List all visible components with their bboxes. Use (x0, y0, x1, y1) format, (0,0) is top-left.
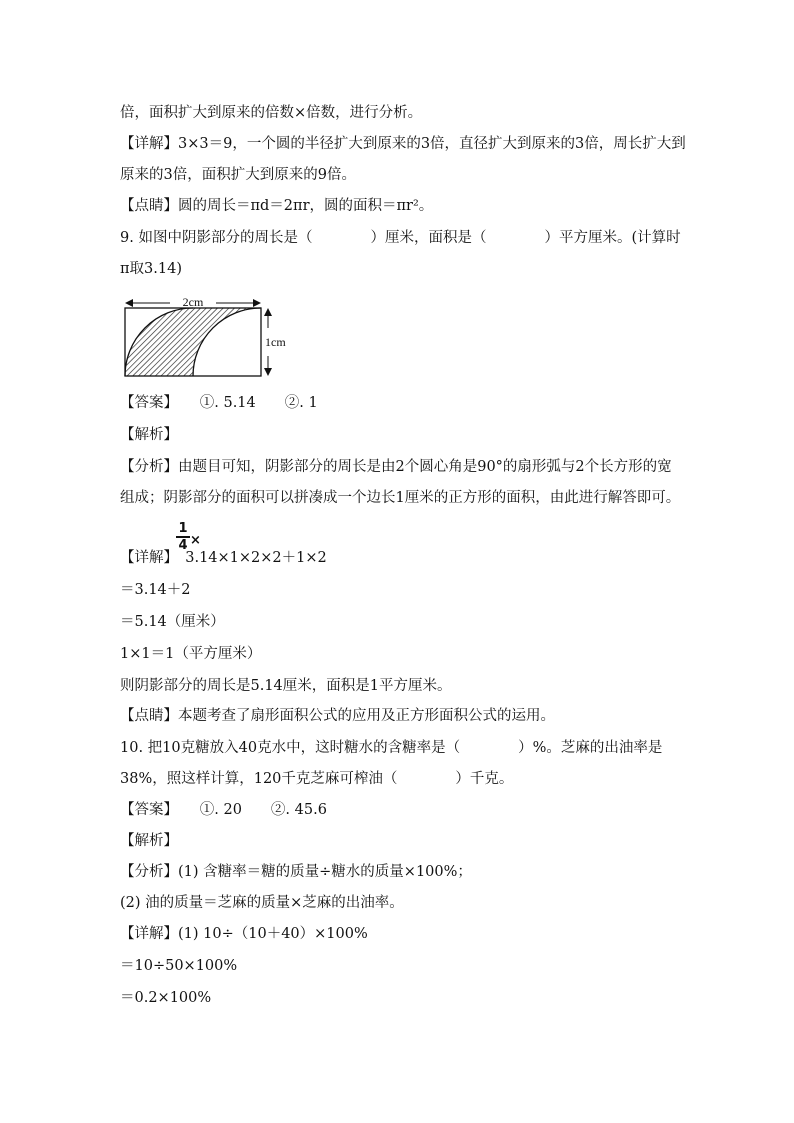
detail-9-line-1: 【详解】 3.14×1×2×2＋1×2 (120, 550, 327, 566)
answer-10: 【答案】 ①. 20 ②. 45.6 (120, 802, 327, 818)
shaded-region-right (193, 308, 261, 376)
comment-9: 【点睛】本题考查了扇形面积公式的应用及正方形面积公式的运用。 (120, 708, 555, 724)
analysis-heading-10: 【解析】 (120, 833, 178, 849)
detail-10-line-3: ＝0.2×100% (120, 990, 212, 1006)
analysis-9-line-1: 【分析】由题目可知，阴影部分的周长是由2个圆心角是90°的扇形弧与2个长方形的宽 (120, 459, 672, 475)
answer-9: 【答案】 ①. 5.14 ②. 1 (120, 395, 318, 411)
fraction-numerator: 1 (178, 521, 188, 536)
question-9-line-2: π取3.14) (120, 261, 182, 277)
line-1: 倍，面积扩大到原来的倍数×倍数，进行分析。 (120, 105, 423, 121)
detail-9-line-5: 则阴影部分的周长是5.14厘米，面积是1平方厘米。 (120, 678, 452, 694)
analysis-10-line-2: (2) 油的质量＝芝麻的质量×芝麻的出油率。 (120, 895, 404, 911)
analysis-9-line-2: 组成；阴影部分的面积可以拼凑成一个边长1厘米的正方形的面积，由此进行解答即可。 (120, 490, 681, 506)
shaded-region-left (125, 308, 193, 376)
detail-9-line-3: ＝5.14（厘米） (120, 614, 225, 630)
line-2: 【详解】3×3＝9，一个圆的半径扩大到原来的3倍，直径扩大到原来的3倍，周长扩大到 (120, 136, 686, 152)
detail-10-line-2: ＝10÷50×100% (120, 958, 238, 974)
question-10-line-1: 10. 把10克糖放入40克水中，这时糖水的含糖率是（ ）%。芝麻的出油率是 (120, 740, 663, 756)
question-10-line-2: 38%，照这样计算，120千克芝麻可榨油（ ）千克。 (120, 771, 514, 787)
shaded-figure-diagram (120, 292, 300, 386)
height-label: 1cm (265, 335, 286, 349)
detail-10-line-1: 【详解】(1) 10÷（10＋40）×100% (120, 926, 368, 942)
analysis-10-line-1: 【分析】(1) 含糖率＝糖的质量÷糖水的质量×100%； (120, 864, 472, 880)
fraction-denominator: 4 (178, 538, 188, 553)
detail-9-line-4: 1×1＝1（平方厘米） (120, 646, 262, 662)
line-3: 原来的3倍，面积扩大到原来的9倍。 (120, 167, 356, 183)
fraction-times-sign: × (190, 533, 201, 548)
width-label: 2cm (182, 295, 204, 309)
detail-9-line-2: ＝3.14＋2 (120, 582, 191, 598)
line-4: 【点睛】圆的周长＝πd＝2πr，圆的面积＝πr²。 (120, 198, 434, 214)
question-9-line-1: 9. 如图中阴影部分的周长是（ ）厘米，面积是（ ）平方厘米。(计算时 (120, 230, 681, 246)
analysis-heading-9: 【解析】 (120, 427, 178, 443)
